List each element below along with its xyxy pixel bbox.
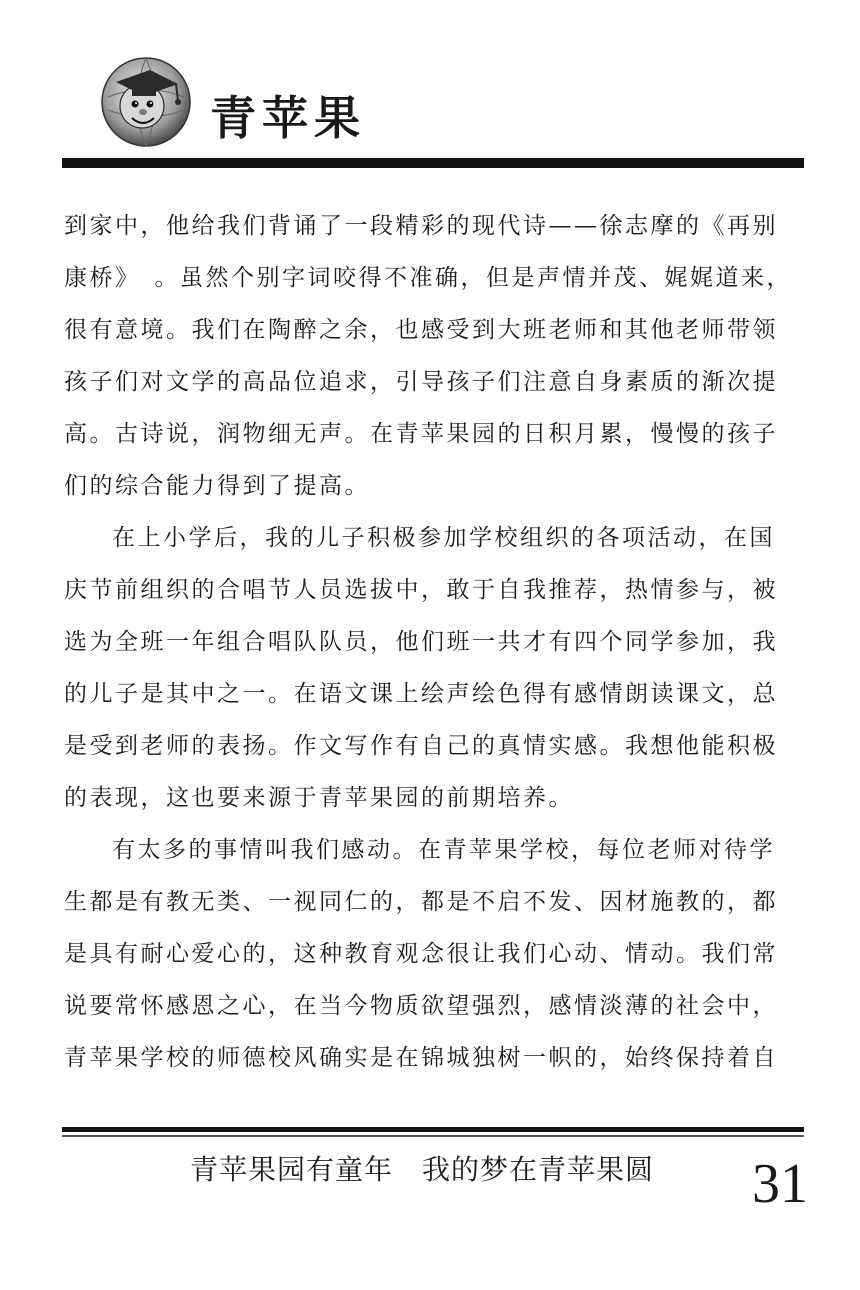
page-header bbox=[0, 0, 860, 175]
text-line: 在上小学后，我的儿子积极参加学校组织的各项活动，在国 bbox=[112, 525, 775, 551]
text-line: 孩子们对文学的高品位追求，引导孩子们注意自身素质的渐次提 bbox=[64, 369, 778, 395]
text-line: 到家中，他给我们背诵了一段精彩的现代诗——徐志摩的《再别 bbox=[64, 213, 778, 239]
text-line: 生都是有教无类、一视同仁的，都是不启不发、因材施教的，都 bbox=[64, 889, 778, 915]
brand-title: 青苹果 bbox=[210, 91, 366, 145]
footer-divider bbox=[62, 1127, 804, 1132]
text-line: 说要常怀感恩之心，在当今物质欲望强烈，感情淡薄的社会中， bbox=[64, 993, 778, 1019]
text-line: 是受到老师的表扬。作文写作有自己的真情实感。我想他能积极 bbox=[64, 733, 778, 759]
text-line: 们的综合能力得到了提高。 bbox=[64, 473, 370, 499]
text-line: 很有意境。我们在陶醉之余，也感受到大班老师和其他老师带领 bbox=[64, 317, 778, 343]
text-line: 的儿子是其中之一。在语文课上绘声绘色得有感情朗读课文，总 bbox=[64, 681, 778, 707]
text-line: 青苹果学校的师德校风确实是在锦城独树一帜的，始终保持着自 bbox=[64, 1045, 778, 1071]
page-number: 31 bbox=[752, 1153, 808, 1215]
footer-divider-thin bbox=[62, 1135, 804, 1137]
cartoon-apple-with-graduation-cap-icon bbox=[98, 52, 194, 148]
text-line: 康桥》 。虽然个别字词咬得不准确，但是声情并茂、娓娓道来， bbox=[64, 265, 792, 291]
text-line: 高。古诗说，润物细无声。在青苹果园的日积月累，慢慢的孩子 bbox=[64, 421, 778, 447]
text-line: 有太多的事情叫我们感动。在青苹果学校，每位老师对待学 bbox=[112, 837, 775, 863]
text-line: 选为全班一年组合唱队队员，他们班一共才有四个同学参加，我 bbox=[64, 629, 778, 655]
text-line: 庆节前组织的合唱节人员选拔中，敢于自我推荐，热情参与，被 bbox=[64, 577, 778, 603]
text-line: 的表现，这也要来源于青苹果园的前期培养。 bbox=[64, 785, 574, 811]
article-body bbox=[64, 200, 802, 1084]
header-divider bbox=[62, 158, 804, 168]
text-line: 是具有耐心爱心的，这种教育观念很让我们心动、情动。我们常 bbox=[64, 941, 778, 967]
footer-title: 青苹果园有童年 我的梦在青苹果圆 bbox=[190, 1153, 655, 1186]
